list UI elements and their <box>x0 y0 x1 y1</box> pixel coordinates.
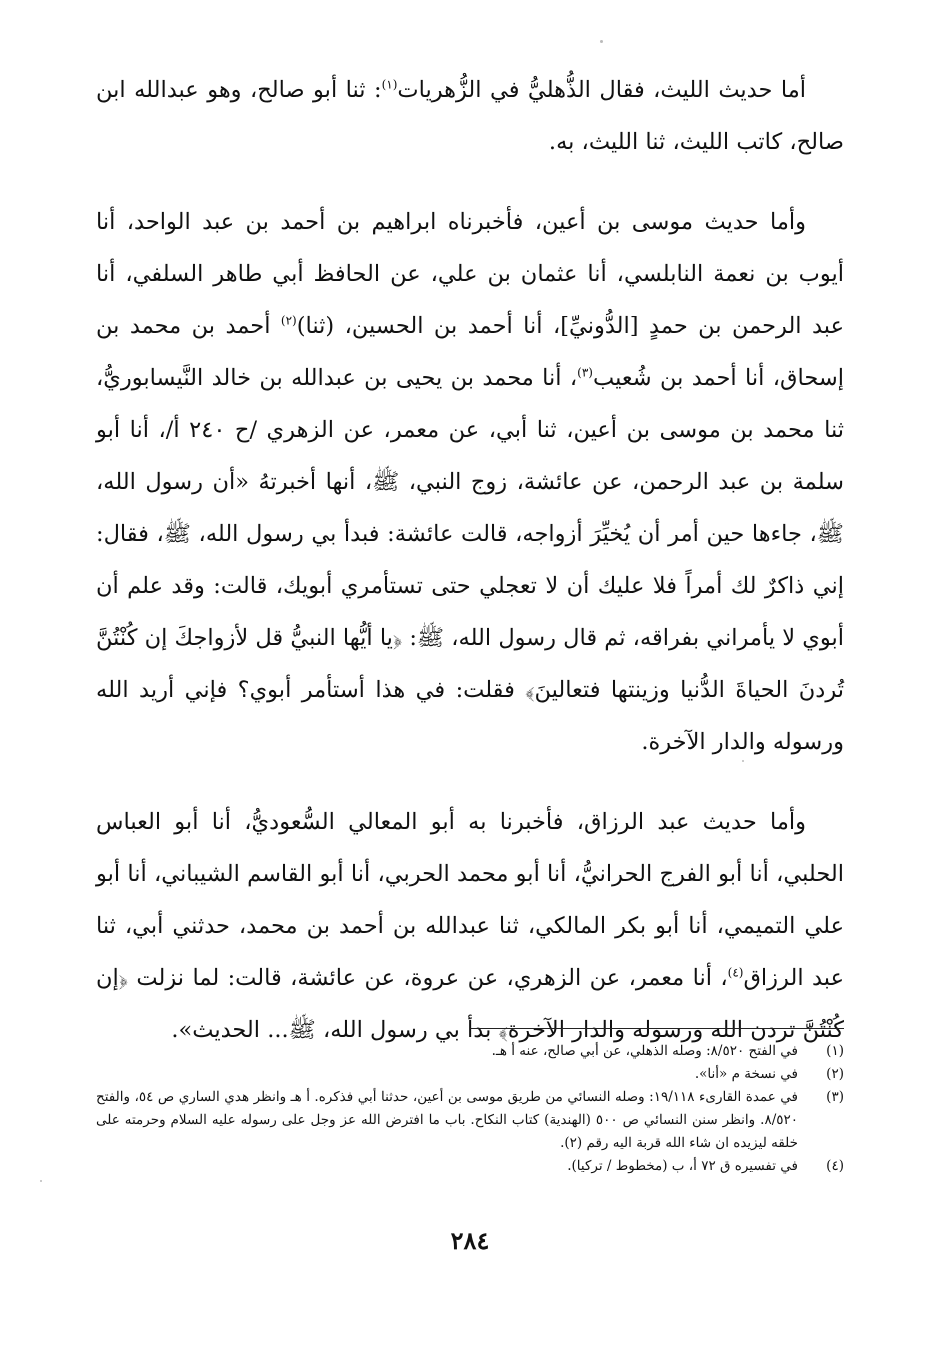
page-number: ٢٨٤ <box>450 1226 490 1255</box>
paragraph-3-text-a: وأما حديث عبد الرزاق، فأخبرنا به أبو المعالي السُّعوديُّ، أنا أبو العباس الحلبي، أنا أبو الفرج الحرانيُّ، أنا أبو محمد الحربي، أنا أبو القاسم الشيباني، أنا أبو علي التميمي، أنا أبو بكر المالكي، ثنا عبدالله بن أحمد بن محمد، حدثني أبي، ثنا عبد الرزاق <box>96 809 844 991</box>
paragraph-1 <box>96 64 844 168</box>
footnote-number: (١) <box>826 1043 844 1059</box>
paragraph-1-text-b: : ثنا أبو صالح، وهو عبدالله ابن صالح، كاتب الليث، ثنا الليث، به. <box>96 77 844 155</box>
paragraph-3-text-b: ، أنا معمر، عن الزهري، عن عروة، عن عائشة، قالت: لما نزلت ﴿إن كُنْتُنَّ تردن الله ورسوله والدار الآخرة﴾ بدأ بي رسول الله، ﷺ... الحديث». <box>96 965 844 1043</box>
footnotes <box>96 1040 844 1178</box>
paragraph-gap <box>96 768 844 796</box>
main-text <box>96 64 844 1056</box>
footnote-ref-2: (٢) <box>280 313 297 328</box>
footnote-ref-4: (٤) <box>727 965 744 980</box>
paragraph-1-text-a: أما حديث الليث، فقال الذُّهليُّ في الزُّهريات <box>397 77 807 103</box>
paragraph-2-text-b: أحمد بن محمد بن إسحاق، أنا أحمد بن شُعيب <box>96 313 844 391</box>
paragraph-2 <box>96 196 844 768</box>
paragraph-gap <box>96 168 844 196</box>
scan-speck-dot <box>600 40 603 43</box>
footnote-number: (٣) <box>826 1089 844 1105</box>
footnote-text: في عمدة القارىء ١٩/١١٨: وصله النسائي من طريق موسى بن أعين، حدثنا أبي فذكره. أ هـ وانظر هدي الساري ص ٥٤، والفتح ٨/٥٢٠. وانظر سنن النسائي ص ٥٠٠ (الهندية) كتاب النكاح. باب ما افترض الله عز وجل على رسوله عليه السلام وحرمته على خلقه ليزيده ان شاء الله قربة اليه رقم (٢). <box>96 1089 798 1151</box>
footnote-4 <box>96 1155 844 1178</box>
footnote-3 <box>96 1086 844 1155</box>
footnote-number: (٢) <box>826 1066 844 1082</box>
scan-speck-dot <box>40 1180 42 1182</box>
footnote-text: في نسخة م «أنا». <box>694 1066 798 1082</box>
footnote-number: (٤) <box>826 1158 844 1174</box>
scan-speck-dot <box>742 760 744 762</box>
paragraph-2-text-a: وأما حديث موسى بن أعين، فأخبرناه ابراهيم بن أحمد بن عبد الواحد، أنا أيوب بن نعمة النابلسي، أنا عثمان بن علي، عن الحافظ أبي طاهر السلفي، أنا عبد الرحمن بن حمدٍ [الدُّونيِّ]، أنا أحمد بن الحسين، (ثنا) <box>96 209 845 339</box>
footnote-2 <box>96 1063 844 1086</box>
footnote-ref-1: (١) <box>381 77 398 92</box>
footnote-1 <box>96 1040 844 1063</box>
footnote-separator <box>470 1028 844 1029</box>
footnote-text: في تفسيره ق ٧٢ أ، ب (مخطوط / تركيا). <box>567 1158 798 1174</box>
paragraph-2-text-c: ، أنا محمد بن يحيى بن عبدالله بن خالد النَّيسابوريُّ، ثنا محمد بن موسى بن أعين، ثنا أبي، عن معمر، عن الزهري /ح ٢٤٠ أ/، أنا أبو سلمة بن عبد الرحمن، عن عائشة، زوج النبي، ﷺ، أنها أخبرتهُ «أن رسول الله، ﷺ، جاءها حين أمر أن يُخيِّرَ أزواجه، قالت عائشة: فبدأ بي رسول الله، ﷺ، فقال: إني ذاكرٌ لك أمراً فلا عليك أن لا تعجلي حتى تستأمري أبويك، قالت: وقد علم أن أبوي لا يأمراني بفراقه، ثم قال رسول الله، ﷺ: ﴿يا أيُّها النبيُّ قل لأزواجكَ إن كُنْتُنَّ تُردنَ الحياةَ الدُّنيا وزينتها فتعالينَ﴾ فقلت: في هذا أستأمر أبوي؟ فإني أريد الله ورسوله والدار الآخرة. <box>96 365 844 755</box>
footnote-ref-3: (٣) <box>577 365 593 380</box>
footnote-text: في الفتح ٨/٥٢٠: وصله الذهلي، عن أبي صالح، عنه أ هـ. <box>491 1043 798 1059</box>
paragraph-3 <box>96 796 844 1056</box>
